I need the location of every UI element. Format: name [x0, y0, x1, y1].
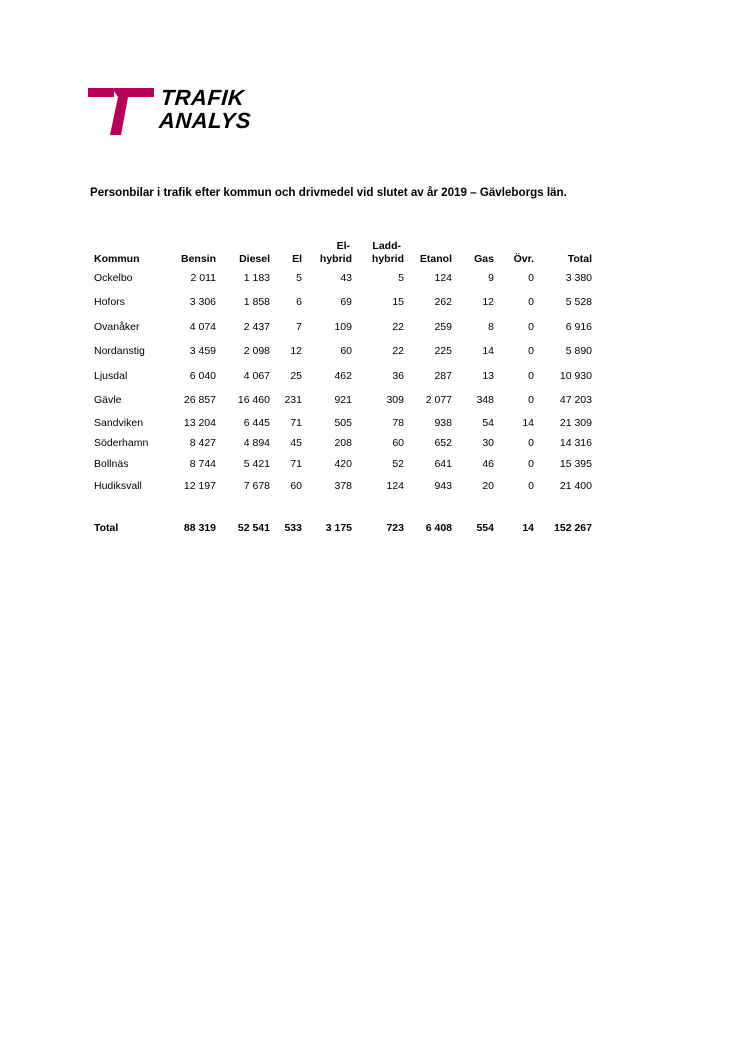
cell-etanol: 124 — [434, 271, 452, 284]
header-laddhybrid-line1: Ladd- — [372, 240, 401, 252]
header-diesel: Diesel — [239, 253, 270, 265]
header-laddhybrid-line2: hybrid — [371, 253, 404, 265]
cell-ovr: 0 — [528, 320, 534, 333]
cell-elhybrid: 208 — [334, 437, 352, 450]
cell-kommun: Bollnäs — [94, 457, 129, 470]
cell-el: 45 — [290, 437, 302, 450]
header-etanol: Etanol — [419, 253, 452, 265]
header-el: El — [292, 253, 302, 265]
header-gas: Gas — [474, 253, 494, 265]
table-row — [90, 340, 596, 365]
cell-elhybrid: 420 — [334, 457, 352, 470]
cell-ovr: 0 — [528, 345, 534, 358]
logo-line-1: TRAFIK — [159, 85, 246, 110]
total-bensin: 88 319 — [183, 522, 216, 534]
cell-etanol: 225 — [434, 345, 452, 358]
cell-el: 7 — [296, 320, 302, 333]
cell-elhybrid: 69 — [340, 296, 352, 309]
cell-total: 14 316 — [559, 437, 592, 450]
cell-total: 6 916 — [565, 320, 592, 333]
cell-gas: 13 — [482, 369, 494, 382]
cell-elhybrid: 60 — [340, 345, 352, 358]
cell-bensin: 4 074 — [189, 320, 216, 333]
logo-line-2: ANALYS — [158, 108, 252, 133]
total-elhybrid: 3 175 — [325, 522, 352, 534]
cell-gas: 20 — [482, 480, 494, 493]
cell-ovr: 14 — [522, 416, 534, 429]
cell-diesel: 2 437 — [243, 320, 270, 333]
cell-diesel: 1 858 — [243, 296, 270, 309]
cell-laddhybrid: 22 — [392, 345, 404, 358]
header-ovr: Övr. — [513, 253, 534, 265]
cell-laddhybrid: 124 — [386, 480, 404, 493]
cell-total: 3 380 — [565, 271, 592, 284]
logo-wordmark — [158, 86, 253, 132]
header-total: Total — [567, 253, 592, 265]
cell-kommun: Ockelbo — [94, 271, 133, 284]
cell-kommun: Sandviken — [94, 416, 144, 429]
cell-el: 231 — [284, 394, 302, 407]
cell-total: 5 890 — [565, 345, 592, 358]
cell-bensin: 8 744 — [189, 457, 216, 470]
logo-t-mark-icon — [88, 86, 154, 136]
cell-diesel: 2 098 — [243, 345, 270, 358]
cell-etanol: 641 — [434, 457, 452, 470]
table-row — [90, 454, 596, 475]
cell-gas: 30 — [482, 437, 494, 450]
cell-kommun: Hofors — [94, 296, 125, 309]
total-ovr: 14 — [522, 522, 534, 534]
table-row — [90, 389, 596, 414]
table-total-row — [90, 499, 596, 541]
header-elhybrid-line1: El- — [336, 240, 350, 252]
cell-laddhybrid: 15 — [392, 296, 404, 309]
cell-total: 21 400 — [559, 480, 592, 493]
cell-total: 10 930 — [559, 369, 592, 382]
cell-diesel: 6 445 — [243, 416, 270, 429]
cell-elhybrid: 109 — [334, 320, 352, 333]
cell-bensin: 3 306 — [189, 296, 216, 309]
cell-laddhybrid: 309 — [386, 394, 404, 407]
cell-laddhybrid: 52 — [392, 457, 404, 470]
cell-bensin: 3 459 — [189, 345, 216, 358]
cell-kommun: Söderhamn — [94, 437, 149, 450]
cell-kommun: Ovanåker — [94, 320, 140, 333]
cell-elhybrid: 43 — [340, 271, 352, 284]
total-gas: 554 — [476, 522, 494, 534]
cell-etanol: 259 — [434, 320, 452, 333]
cell-gas: 54 — [482, 416, 494, 429]
cell-ovr: 0 — [528, 369, 534, 382]
cell-ovr: 0 — [528, 394, 534, 407]
cell-gas: 9 — [488, 271, 494, 284]
cell-gas: 46 — [482, 457, 494, 470]
cell-etanol: 652 — [434, 437, 452, 450]
total-el: 533 — [284, 522, 302, 534]
cell-diesel: 5 421 — [243, 457, 270, 470]
cell-el: 60 — [290, 480, 302, 493]
total-etanol: 6 408 — [425, 522, 452, 534]
cell-elhybrid: 378 — [334, 480, 352, 493]
header-laddhybrid — [356, 232, 408, 266]
cell-ovr: 0 — [528, 437, 534, 450]
total-diesel: 52 541 — [237, 522, 270, 534]
cell-laddhybrid: 36 — [392, 369, 404, 382]
cell-elhybrid: 462 — [334, 369, 352, 382]
cell-ovr: 0 — [528, 296, 534, 309]
cell-kommun: Ljusdal — [94, 369, 128, 382]
cell-el: 12 — [290, 345, 302, 358]
cell-kommun: Hudiksvall — [94, 480, 142, 493]
cell-total: 5 528 — [565, 296, 592, 309]
cell-diesel: 7 678 — [243, 480, 270, 493]
table-header-row — [90, 232, 596, 266]
cell-gas: 348 — [476, 394, 494, 407]
table-row — [90, 291, 596, 316]
header-elhybrid — [306, 232, 356, 266]
cell-bensin: 8 427 — [189, 437, 216, 450]
cell-laddhybrid: 60 — [392, 437, 404, 450]
table-body — [90, 266, 596, 541]
cell-laddhybrid: 22 — [392, 320, 404, 333]
header-kommun: Kommun — [94, 253, 140, 265]
table-row — [90, 434, 596, 455]
cell-diesel: 16 460 — [237, 394, 270, 407]
table-row — [90, 364, 596, 389]
cell-total: 15 395 — [559, 457, 592, 470]
cell-bensin: 13 204 — [183, 416, 216, 429]
cell-etanol: 262 — [434, 296, 452, 309]
cell-diesel: 4 067 — [243, 369, 270, 382]
table-row — [90, 315, 596, 340]
total-laddhybrid: 723 — [386, 522, 404, 534]
cell-etanol: 287 — [434, 369, 452, 382]
cell-ovr: 0 — [528, 457, 534, 470]
table-row — [90, 413, 596, 434]
cell-gas: 12 — [482, 296, 494, 309]
cell-bensin: 6 040 — [189, 369, 216, 382]
cell-diesel: 4 894 — [243, 437, 270, 450]
cell-gas: 8 — [488, 320, 494, 333]
table-row — [90, 266, 596, 291]
cell-bensin: 2 011 — [190, 271, 216, 284]
cell-el: 71 — [290, 457, 302, 470]
cell-ovr: 0 — [528, 271, 534, 284]
cell-total: 21 309 — [559, 416, 592, 429]
cell-elhybrid: 505 — [334, 416, 352, 429]
total-total: 152 267 — [554, 522, 592, 534]
cell-total: 47 203 — [559, 394, 592, 407]
document-title: Personbilar i trafik efter kommun och drivmedel vid slutet av år 2019 – Gävleborgs län. — [90, 186, 567, 199]
cell-el: 5 — [296, 271, 302, 284]
cell-el: 71 — [290, 416, 302, 429]
header-bensin: Bensin — [180, 253, 216, 265]
cell-ovr: 0 — [528, 480, 534, 493]
cell-kommun: Nordanstig — [94, 345, 145, 358]
cell-diesel: 1 183 — [243, 271, 270, 284]
cell-el: 6 — [296, 296, 302, 309]
cell-bensin: 26 857 — [183, 394, 216, 407]
trafikanalys-logo — [88, 86, 268, 138]
fuel-statistics-table — [90, 232, 596, 541]
cell-el: 25 — [290, 369, 302, 382]
cell-laddhybrid: 78 — [392, 416, 404, 429]
table-row — [90, 475, 596, 500]
total-kommun: Total — [94, 522, 119, 534]
cell-bensin: 12 197 — [183, 480, 216, 493]
cell-etanol: 943 — [434, 480, 452, 493]
cell-etanol: 938 — [434, 416, 452, 429]
cell-etanol: 2 077 — [425, 394, 452, 407]
cell-gas: 14 — [482, 345, 494, 358]
cell-elhybrid: 921 — [334, 394, 352, 407]
cell-laddhybrid: 5 — [398, 271, 404, 284]
header-elhybrid-line2: hybrid — [319, 253, 352, 265]
cell-kommun: Gävle — [94, 394, 122, 407]
